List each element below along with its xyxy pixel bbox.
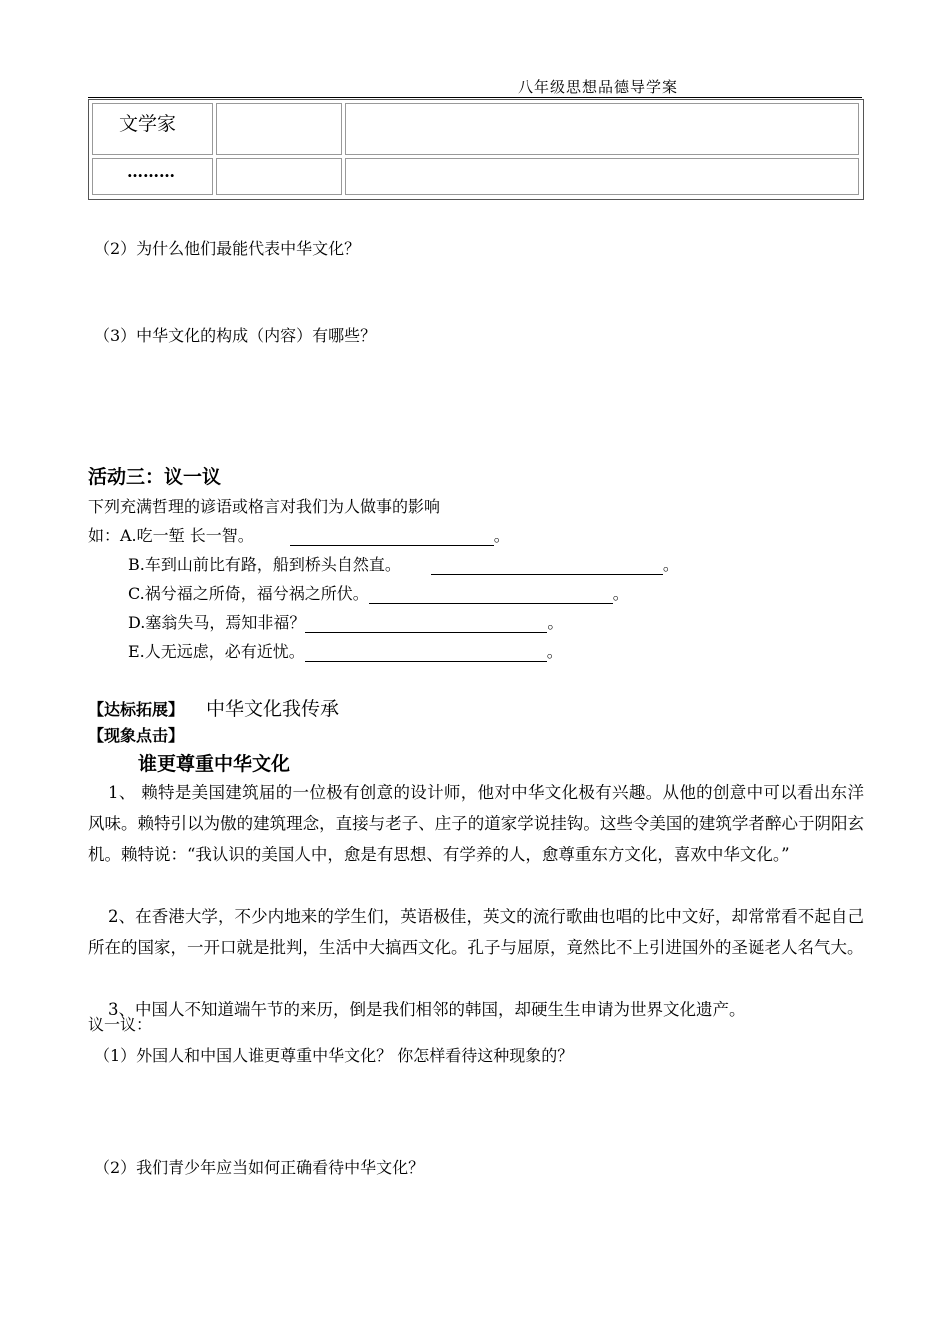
activity3-item-b: [128, 552, 679, 575]
extension-question-1: （1）外国人和中国人谁更尊重中华文化？ 你怎样看待这种现象的？: [94, 1046, 574, 1065]
item-c-end: 。: [612, 584, 629, 603]
activity3-item-d: [128, 610, 563, 633]
item-b-end: 。: [662, 555, 679, 574]
item-c-text: C.祸兮福之所倚，福兮祸之所伏。: [128, 584, 369, 603]
case-paragraph-2: 2、在香港大学，不少内地来的学生们，英语极佳，英文的流行歌曲也唱的比中文好，却常常看不起自己所在的国家，一开口就是批判，生活中大搞西文化。孔子与屈原，竟然比不上引进国外的圣诞老人名气大。: [88, 907, 864, 957]
extension-header: [88, 694, 339, 721]
answer-blank-c[interactable]: [369, 585, 613, 604]
table-cell: [216, 103, 342, 155]
item-d-text: D.塞翁失马，焉知非福？: [128, 613, 306, 632]
header-divider: [88, 97, 862, 98]
question-2: （2）为什么他们最能代表中华文化？: [94, 239, 361, 258]
case-paragraph-3: 3、中国人不知道端午节的来历，倒是我们相邻的韩国，却硬生生申请为世界文化遗产。: [108, 1000, 746, 1019]
item-a-end: 。: [493, 526, 510, 545]
case-paragraph-1: 1、 赖特是美国建筑届的一位极有创意的设计师，他对中华文化极有兴趣。从他的创意中可以看出东洋风味。赖特引以为傲的建筑理念，直接与老子、庄子的道家学说挂钩。这些令美国的建筑学者醉心于阴阳玄机。赖特说：“我认识的美国人中，愈是有思想、有学养的人，愈尊重东方文化，喜欢中华文化。”: [88, 783, 864, 864]
table-cell: [345, 103, 859, 155]
discuss-label: 议一议：: [88, 1015, 153, 1034]
table-row-1-label: 文学家: [119, 113, 177, 135]
item-e-end: 。: [546, 642, 563, 661]
page-header-title: 八年级思想品德导学案: [518, 78, 679, 96]
activity3-item-e: [128, 639, 563, 662]
answer-blank-b[interactable]: [431, 556, 663, 575]
extension-title: 中华文化我传承: [206, 698, 340, 720]
table-row-2-label: ………: [127, 162, 175, 181]
table-cell: [216, 158, 342, 195]
activity3-item-a: [88, 523, 510, 546]
case-heading: 谁更尊重中华文化: [138, 753, 291, 775]
question-3: （3）中华文化的构成（内容）有哪些？: [94, 326, 377, 345]
item-d-end: 。: [547, 613, 564, 632]
phenomenon-bracket: 【现象点击】: [88, 726, 185, 745]
answer-blank-d[interactable]: [305, 614, 547, 633]
answer-blank-e[interactable]: [305, 643, 547, 662]
answer-blank-a[interactable]: [290, 527, 494, 546]
item-e-text: E.人无远虑，必有近忧。: [128, 642, 305, 661]
extension-question-2: （2）我们青少年应当如何正确看待中华文化？: [94, 1158, 425, 1177]
activity3-item-c: [128, 581, 629, 604]
activity3-intro: 下列充满哲理的谚语或格言对我们为人做事的影响: [88, 497, 441, 516]
item-b-text: B.车到山前比有路，船到桥头自然直。: [128, 555, 401, 574]
activity3-title: 活动三：议一议: [88, 466, 222, 488]
extension-bracket-title: 【达标拓展】: [88, 700, 185, 719]
table-cell: [345, 158, 859, 195]
data-table: [88, 99, 864, 200]
item-a-text: 如：A.吃一堑 长一智。: [88, 526, 254, 545]
